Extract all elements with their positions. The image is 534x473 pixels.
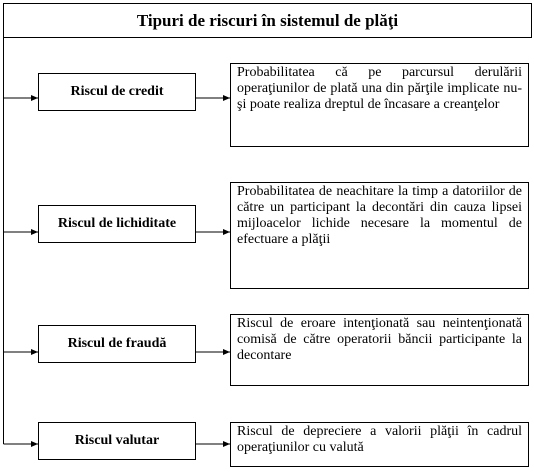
risk-liquidity-description: Probabilitatea de neachitare la timp a datoriilor de către un participant la decontări din cauza lipsei mijloacelor lichide necesare la momentul de efectuare a plăţii bbox=[230, 182, 529, 289]
diagram-title: Tipuri de riscuri în sistemul de plăţi bbox=[3, 3, 532, 38]
risk-fraud-box: Riscul de fraudă bbox=[38, 325, 196, 363]
risk-liquidity-box: Riscul de lichiditate bbox=[38, 205, 196, 243]
risk-currency-description: Riscul de depreciere a valorii plăţii în cadrul operaţiunilor cu valută bbox=[230, 422, 529, 467]
risk-currency-box: Riscul valutar bbox=[38, 422, 196, 460]
risk-credit-box: Riscul de credit bbox=[38, 73, 196, 111]
risk-credit-description: Probabilitatea că pe parcursul derulării operaţiunilor de plată una din părţile implicate nu-şi poate realiza dreptul de încasare a creanţelor bbox=[230, 63, 529, 147]
risk-fraud-description: Riscul de eroare intenţionată sau neintenţionată comisă de către operatorii băncii participante la decontare bbox=[230, 314, 529, 386]
